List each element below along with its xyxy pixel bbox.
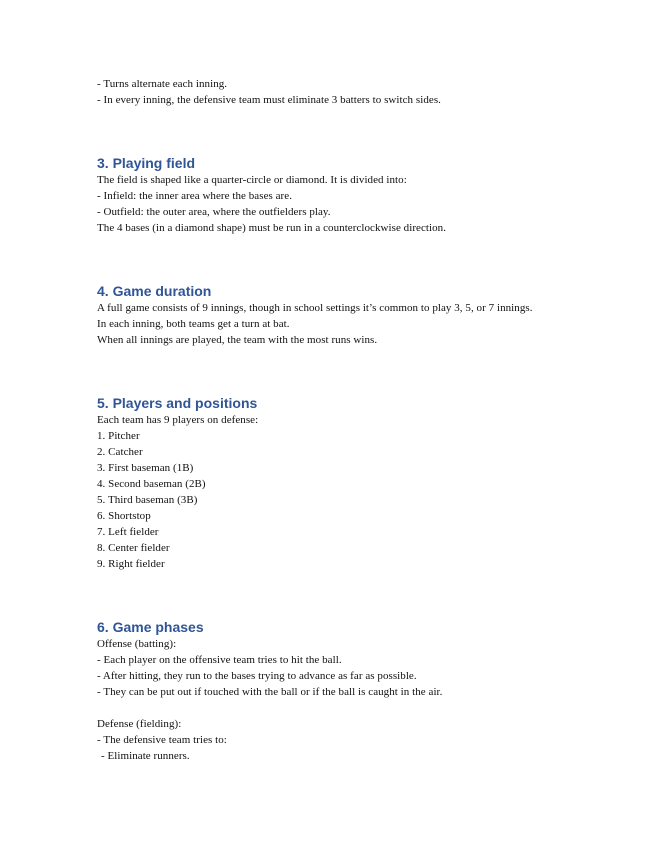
offense-heading: Offense (batting):	[97, 638, 177, 650]
game-duration-heading: 4. Game duration	[97, 283, 212, 299]
intro-line-1: - Turns alternate each inning.	[97, 78, 228, 90]
intro-line-2: - In every inning, the defensive team must eliminate 3 batters to switch sides.	[97, 94, 441, 106]
playing-field-line-2: - Infield: the inner area where the bases are.	[97, 190, 293, 202]
game-phases-section	[97, 618, 567, 764]
player-item-1: 1. Pitcher	[97, 430, 140, 442]
game-duration-line-2: When all innings are played, the team with the most runs wins.	[97, 334, 378, 346]
intro-section	[97, 76, 567, 108]
player-item-2: 2. Catcher	[97, 446, 143, 458]
playing-field-line-3: - Outfield: the outer area, where the outfielders play.	[97, 206, 331, 218]
player-item-4: 4. Second baseman (2B)	[97, 478, 206, 490]
player-item-5: 5. Third baseman (3B)	[97, 494, 198, 506]
player-item-6: 6. Shortstop	[97, 510, 151, 522]
defense-line-2: - Eliminate runners.	[101, 750, 190, 762]
offense-line-2: - After hitting, they run to the bases trying to advance as far as possible.	[97, 670, 417, 682]
offense-line-3: - They can be put out if touched with the ball or if the ball is caught in the air.	[97, 686, 443, 698]
player-item-9: 9. Right fielder	[97, 558, 165, 570]
defense-line-1: - The defensive team tries to:	[97, 734, 227, 746]
player-item-3: 3. First baseman (1B)	[97, 462, 194, 474]
game-duration-section	[97, 282, 567, 348]
defense-heading: Defense (fielding):	[97, 718, 182, 730]
player-item-7: 7. Left fielder	[97, 526, 159, 538]
players-intro: Each team has 9 players on defense:	[97, 414, 259, 426]
game-duration-paragraph: A full game consists of 9 innings, though in school settings it’s common to play 3, 5, or 7 innings.	[97, 302, 533, 314]
offense-line-1: - Each player on the offensive team tries to hit the ball.	[97, 654, 342, 666]
game-duration-line-1: In each inning, both teams get a turn at bat.	[97, 318, 290, 330]
playing-field-section	[97, 154, 567, 236]
playing-field-line-1: The field is shaped like a quarter-circle or diamond. It is divided into:	[97, 174, 407, 186]
document-content	[97, 76, 567, 764]
game-phases-heading: 6. Game phases	[97, 619, 204, 635]
players-section	[97, 394, 567, 572]
playing-field-line-4: The 4 bases (in a diamond shape) must be run in a counterclockwise direction.	[97, 222, 447, 234]
player-item-8: 8. Center fielder	[97, 542, 170, 554]
playing-field-heading: 3. Playing field	[97, 155, 196, 171]
players-heading: 5. Players and positions	[97, 395, 258, 411]
